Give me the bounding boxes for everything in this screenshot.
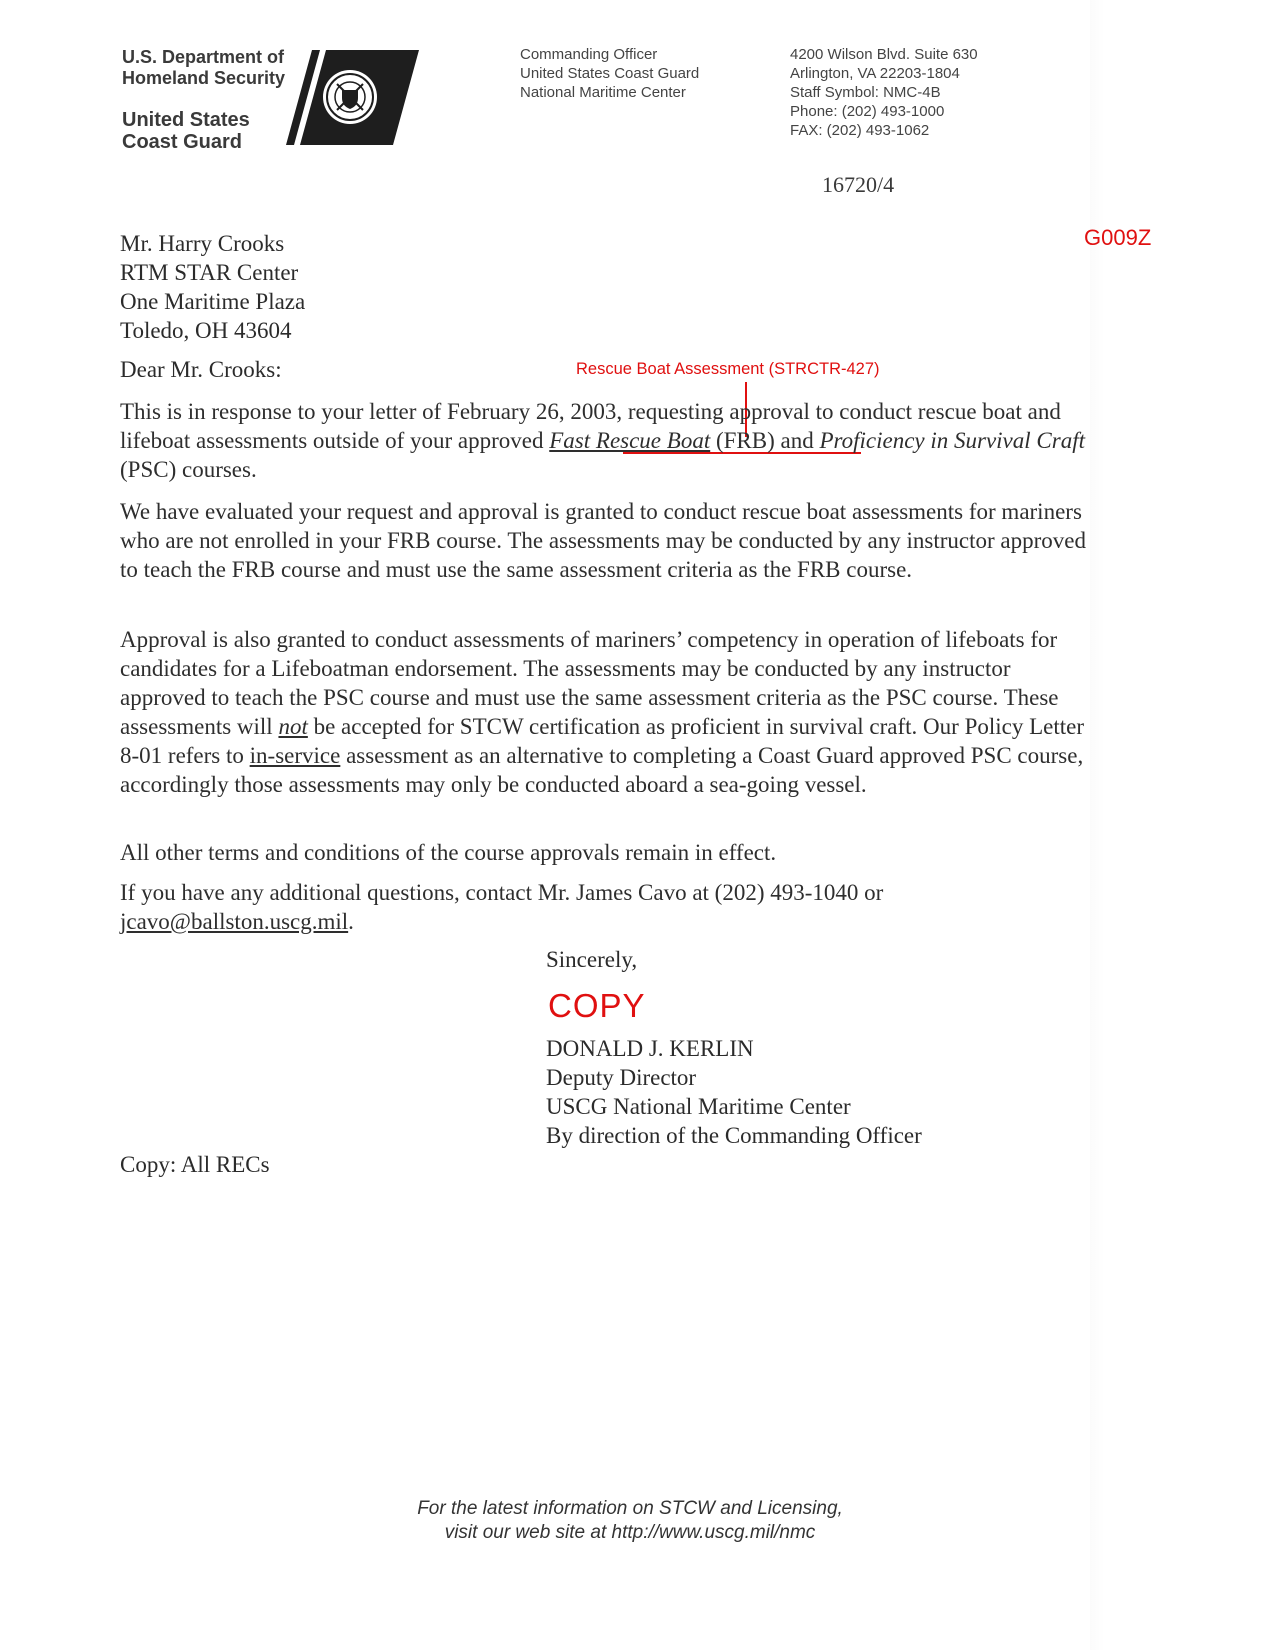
paragraph-5: If you have any additional questions, contact Mr. James Cavo at (202) 493-1040 or jcavo@ballston.uscg.mil. — [120, 880, 884, 934]
agency-name: United States Coast Guard — [122, 109, 250, 153]
copy-stamp: COPY — [548, 987, 646, 1024]
paragraph-4: All other terms and conditions of the course approvals remain in effect. — [120, 840, 777, 865]
address-block: 4200 Wilson Blvd. Suite 630 Arlington, VA 22203-1804 Staff Symbol: NMC-4B Phone: (202) 493-1000 FAX: (202) 493-1062 — [790, 46, 978, 139]
salutation: Dear Mr. Crooks: — [120, 357, 282, 382]
course-name-frb: Fast Rescue Boat — [549, 428, 711, 453]
recipient-address: Mr. Harry Crooks RTM STAR Center One Maritime Plaza Toledo, OH 43604 — [120, 231, 306, 343]
paragraph-1: This is in response to your letter of February 26, 2003, requesting approval to conduct rescue boat and lifeboat assessments outside of your approved Fast Rescue Boat (FRB) and Proficiency in Survival Craft (PSC) courses. — [120, 399, 1085, 482]
copy-distribution: Copy: All RECs — [120, 1152, 270, 1177]
footer-note: For the latest information on STCW and Licensing, visit our web site at http://www.uscg.mil/nmc — [417, 1498, 843, 1543]
coast-guard-logo — [286, 50, 421, 145]
contact-email-link[interactable]: jcavo@ballston.uscg.mil — [120, 909, 349, 934]
paragraph-3: Approval is also granted to conduct assessments of mariners’ competency in operation of lifeboats for candidates for a Lifeboatman endorsement. The assessments may be conducted by any instructor approved to teach the PSC course and must use the same assessment criteria as the PSC course. These assessments will not be accepted for STCW certification as proficient in survival craft. Our Policy Letter 8-01 refers to in-service assessment as an alternative to completing a Coast Guard approved PSC course, accordingly those assessments may only be conducted aboard a sea-going vessel. — [120, 627, 1085, 797]
department-name: U.S. Department of Homeland Security — [122, 47, 286, 88]
paragraph-2: We have evaluated your request and approval is granted to conduct rescue boat assessments for mariners who are not enrolled in your FRB course. The assessments may be conducted by any instructor approved to teach the FRB course and must use the same assessment criteria as the FRB course. — [120, 499, 1086, 582]
reference-number: 16720/4 — [822, 172, 895, 197]
course-name-psc: Proficiency in Survival Craft — [819, 428, 1085, 453]
document-code: G009Z — [1084, 225, 1152, 250]
emphasis-not: not — [278, 714, 308, 739]
signature-block: DONALD J. KERLIN Deputy Director USCG National Maritime Center By direction of the Commanding Officer — [546, 1036, 922, 1148]
coast-guard-seal-icon — [323, 70, 377, 124]
closing: Sincerely, — [546, 947, 638, 972]
annotation-label: Rescue Boat Assessment (STRCTR-427) — [576, 360, 880, 378]
emphasis-in-service: in-service — [249, 743, 341, 768]
office-block: Commanding Officer United States Coast Guard National Maritime Center — [520, 46, 700, 101]
